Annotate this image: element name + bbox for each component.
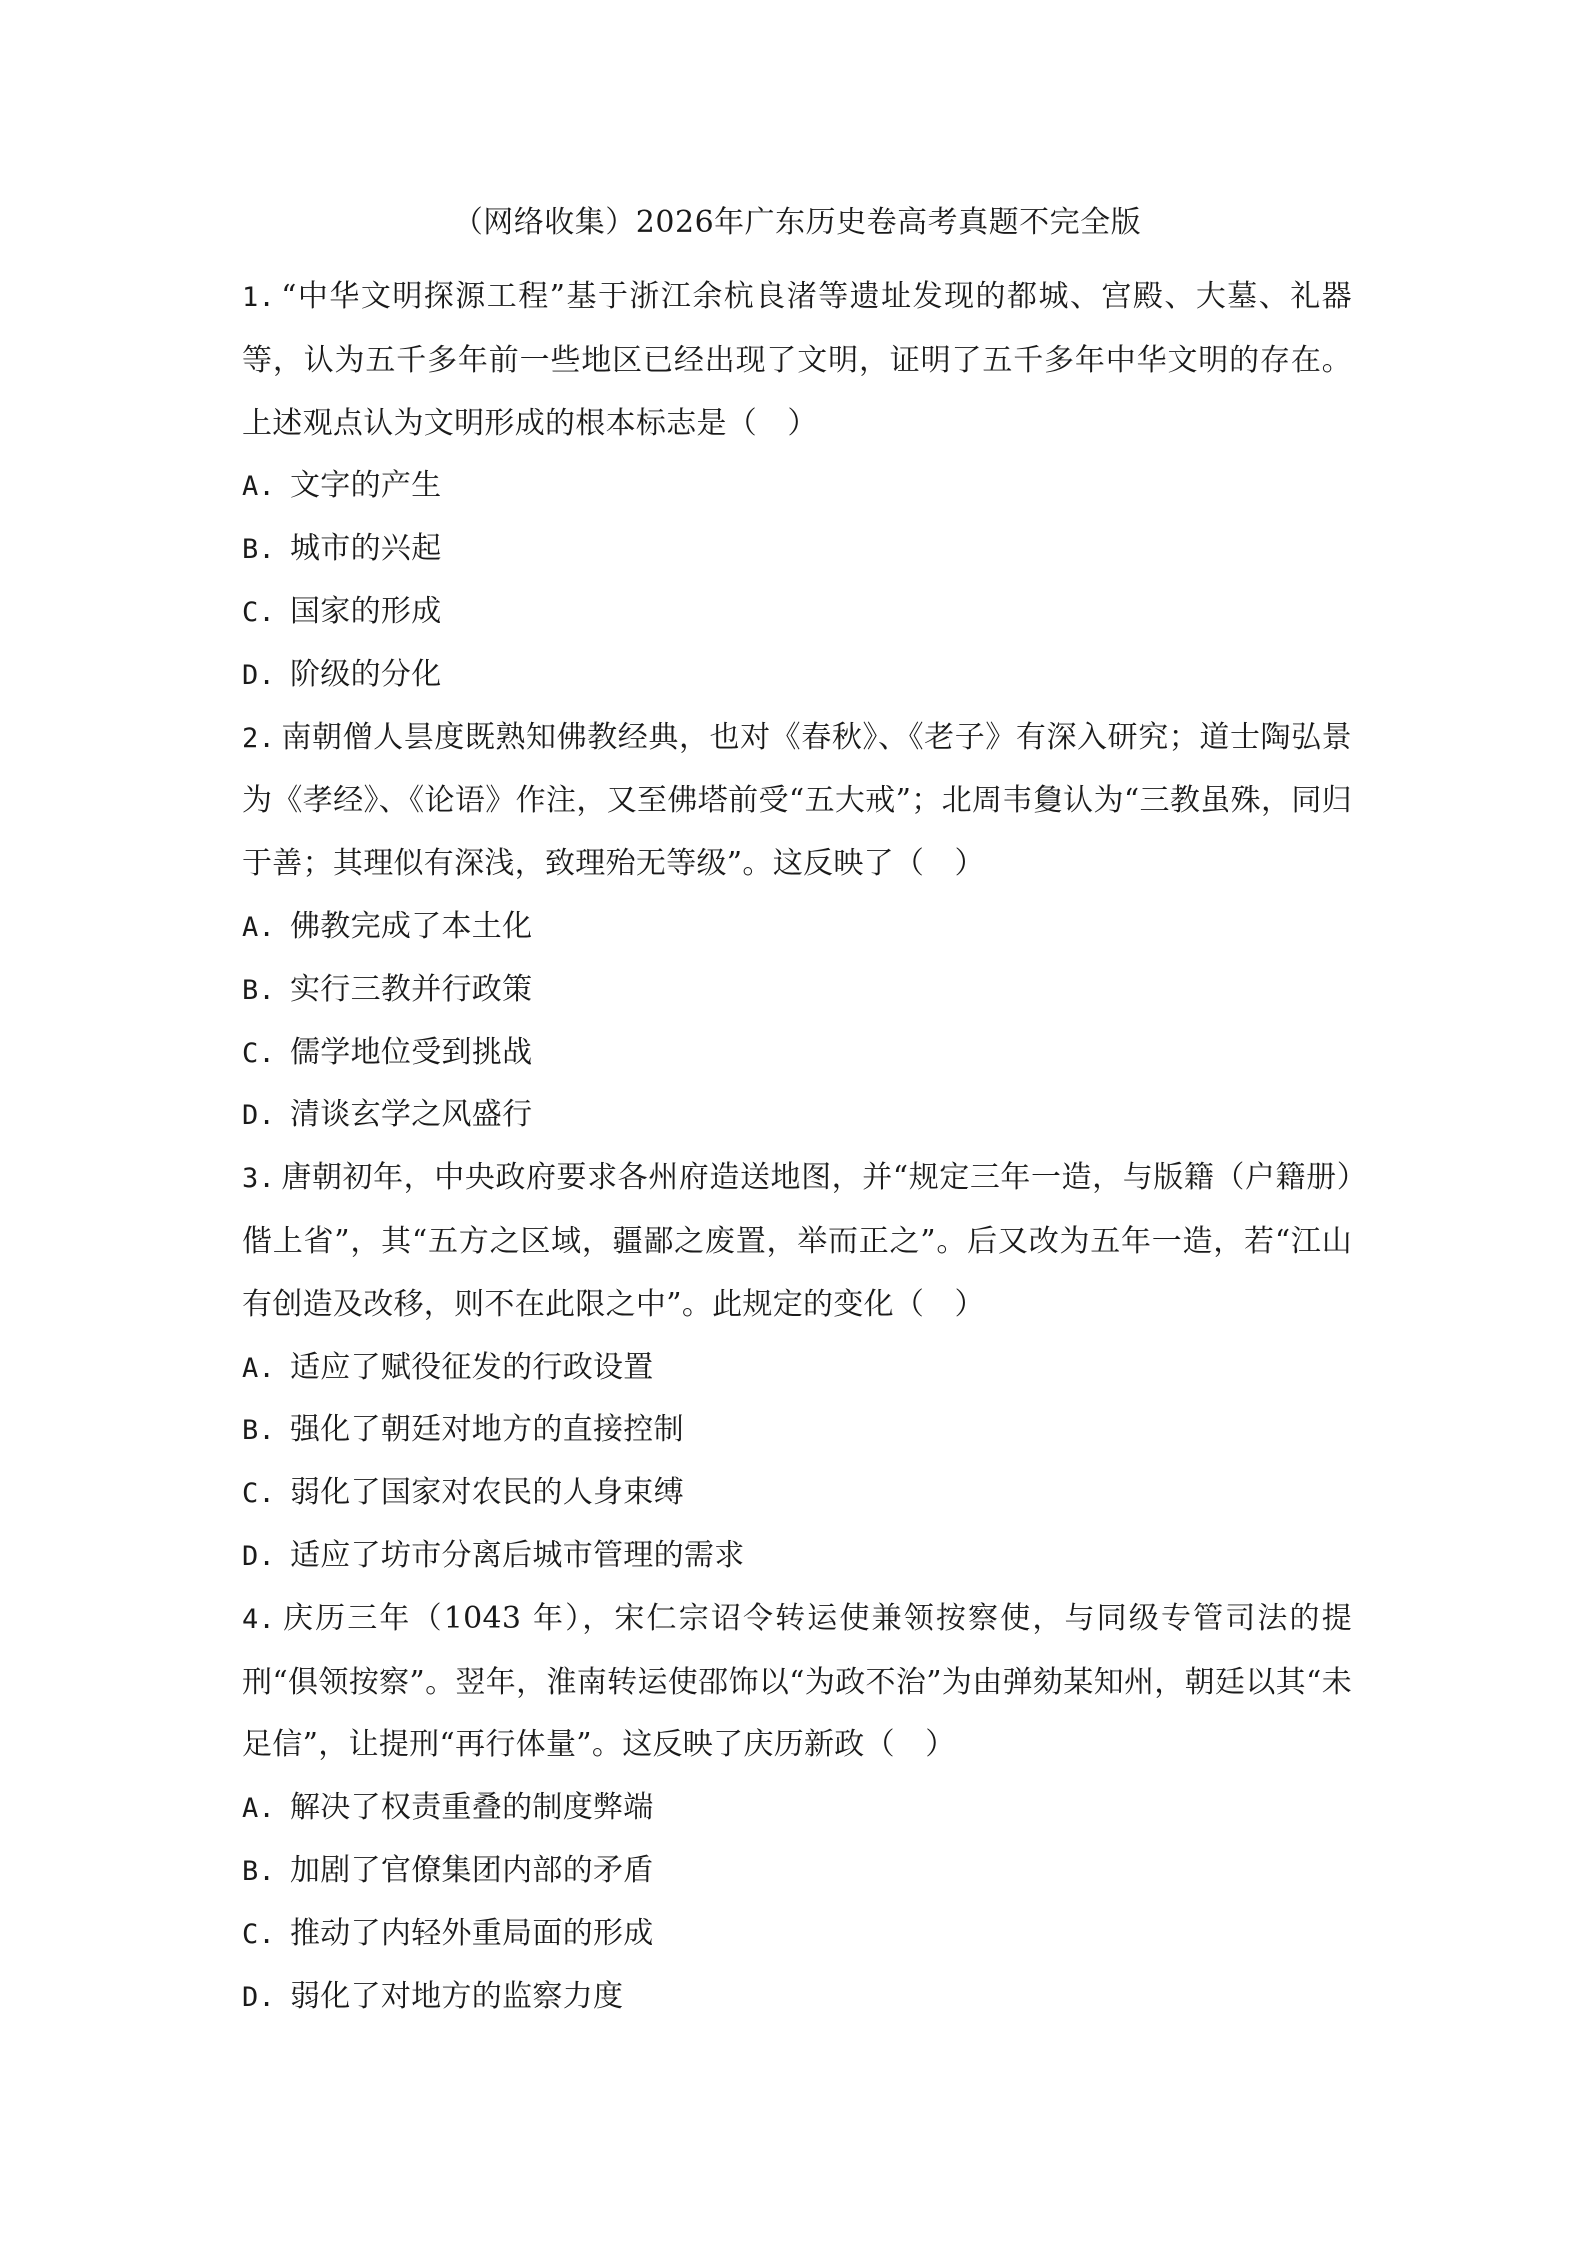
- option-d: [242, 1966, 1352, 2029]
- option-letter: D.: [242, 659, 276, 691]
- option-c: [242, 1462, 1352, 1525]
- option-b: [242, 518, 1352, 581]
- option-text: 佛教完成了本土化: [290, 908, 533, 944]
- question-number: 1.: [242, 282, 276, 313]
- option-text: 文字的产生: [290, 468, 442, 504]
- question-number: 3.: [242, 1163, 276, 1195]
- option-a: [242, 1337, 1352, 1400]
- option-letter: D.: [242, 1981, 276, 2013]
- option-letter: D.: [242, 1100, 276, 1132]
- question-2: [242, 707, 1352, 1148]
- option-d: [242, 1084, 1352, 1147]
- question-3: [242, 1147, 1352, 1588]
- question-text: 唐朝初年，中央政府要求各州府造送地图，并“规定三年一造，与版籍（户籍册）偕上省”，其“五方之区域，疆鄙之废置，举而正之”。后又改为五年一造，若“江山有创造及改移，则不在此限之中”。此规定的变化（ ）: [242, 1160, 1352, 1322]
- option-letter: C.: [242, 1918, 276, 1950]
- question-stem: [242, 707, 1352, 896]
- document-title: （网络收集）2026年广东历史卷高考真题不完全版: [452, 205, 1142, 240]
- question-text: “中华文明探源工程”基于浙江余杭良渚等遗址发现的都城、宫殿、大墓、礼器等，认为五千多年前一些地区已经出现了文明，证明了五千多年中华文明的存在。上述观点认为文明形成的根本标志是（ ）: [242, 279, 1352, 441]
- question-stem: [242, 1588, 1352, 1777]
- option-text: 解决了权责重叠的制度弊端: [290, 1790, 654, 1826]
- option-letter: C.: [242, 1478, 276, 1510]
- option-text: 适应了赋役征发的行政设置: [290, 1349, 654, 1385]
- question-number: 2.: [242, 722, 276, 754]
- option-letter: B.: [242, 974, 276, 1006]
- question-text: 南朝僧人昙度既熟知佛教经典，也对《春秋》、《老子》有深入研究；道士陶弘景为《孝经》、《论语》作注，又至佛塔前受“五大戒”；北周韦敻认为“三教虽殊，同归于善；其理似有深浅，致理殆无等级”。这反映了（ ）: [242, 719, 1352, 882]
- option-d: [242, 1525, 1352, 1588]
- option-text: 实行三教并行政策: [290, 971, 533, 1007]
- option-a: [242, 455, 1352, 518]
- option-letter: C.: [242, 596, 276, 628]
- option-letter: A.: [242, 1352, 276, 1384]
- option-text: 强化了朝廷对地方的直接控制: [290, 1412, 684, 1448]
- option-a: [242, 896, 1352, 959]
- option-b: [242, 1840, 1352, 1903]
- option-text: 阶级的分化: [290, 656, 442, 692]
- question-stem: [242, 266, 1352, 455]
- option-c: [242, 581, 1352, 644]
- option-c: [242, 1903, 1352, 1966]
- option-letter: B.: [242, 1415, 276, 1447]
- option-a: [242, 1777, 1352, 1840]
- option-d: [242, 644, 1352, 707]
- option-c: [242, 1022, 1352, 1085]
- option-text: 加剧了官僚集团内部的矛盾: [290, 1852, 654, 1888]
- option-text: 清谈玄学之风盛行: [290, 1097, 533, 1133]
- option-text: 弱化了对地方的监察力度: [290, 1978, 624, 2014]
- option-letter: A.: [242, 1793, 276, 1825]
- option-b: [242, 1399, 1352, 1462]
- question-stem: [242, 1147, 1352, 1336]
- question-1: [242, 266, 1352, 707]
- option-text: 推动了内轻外重局面的形成: [290, 1915, 654, 1951]
- option-text: 儒学地位受到挑战: [290, 1034, 533, 1070]
- option-text: 城市的兴起: [290, 531, 442, 567]
- option-text: 适应了坊市分离后城市管理的需求: [290, 1537, 745, 1573]
- option-letter: D.: [242, 1540, 276, 1572]
- option-letter: A.: [242, 911, 276, 943]
- option-text: 弱化了国家对农民的人身束缚: [290, 1475, 684, 1511]
- question-number: 4.: [242, 1603, 276, 1635]
- option-letter: C.: [242, 1037, 276, 1069]
- question-4: [242, 1588, 1352, 2029]
- option-letter: B.: [242, 1855, 276, 1887]
- document-page: [242, 200, 1352, 2028]
- option-letter: B.: [242, 534, 276, 566]
- question-text: 庆历三年（1043 年），宋仁宗诏令转运使兼领按察使，与同级专管司法的提刑“俱领按察”。翌年，淮南转运使邵饰以“为政不治”为由弹劾某知州，朝廷以其“未足信”，让提刑“再行体量”。这反映了庆历新政（ ）: [242, 1600, 1352, 1763]
- option-b: [242, 959, 1352, 1022]
- option-text: 国家的形成: [290, 593, 442, 629]
- option-letter: A.: [242, 471, 276, 503]
